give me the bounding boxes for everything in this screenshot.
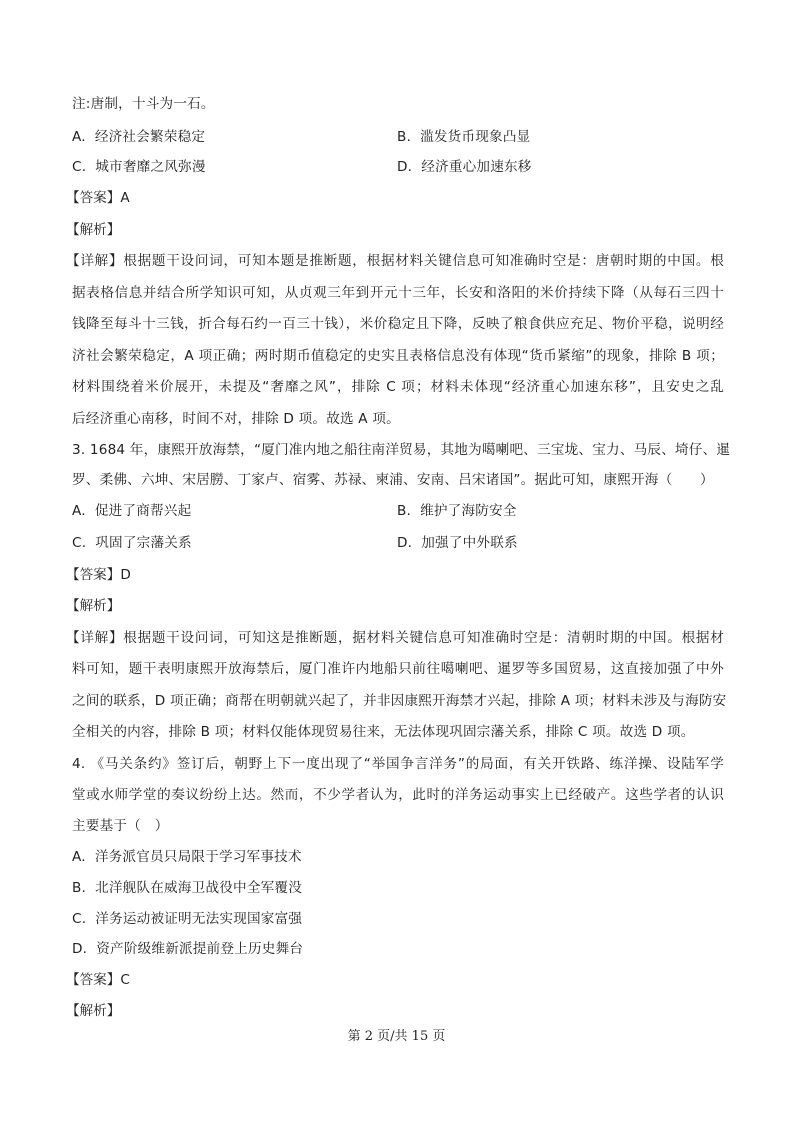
q2-detail-line: 【详解】根据题干设问词，可知本题是推断题，根据材料关键信息可知准确时空是：唐朝时期的中国。根 [66,253,724,269]
q3-answer: 【答案】D [66,567,131,583]
q3-option-a [72,501,191,521]
option-text: 滥发货币现象凸显 [420,129,531,145]
q3-option-c [72,533,192,553]
option-label: C. [72,535,87,551]
option-text: 洋务派官员只局限于学习军事技术 [94,849,302,865]
option-label: D. [397,159,413,175]
option-text: 巩固了宗藩关系 [95,535,192,551]
q2-detail-line: 钱降至每斗十三钱，折合每石约一百三十钱），米价稳定且下降，反映了粮食供应充足、物价平稳，说明经 [72,316,724,332]
q2-option-b [397,127,530,147]
q4-option-a [72,847,302,867]
option-text: 城市奢靡之风弥漫 [95,159,206,175]
q3-detail-line: 之间的联系，D 项正确；商帮在明朝就兴起了，并非因康熙开海禁才兴起，排除 A 项；材料未涉及与海防安 [72,693,727,709]
option-text: 北洋舰队在威海卫战役中全军覆没 [95,880,302,896]
option-text: 资产阶级维新派提前登上历史舞台 [96,941,304,957]
q2-option-d [397,157,532,177]
option-label: B. [72,880,87,896]
option-label: A. [72,129,86,145]
option-label: D. [72,941,88,957]
q4-answer: 【答案】C [66,972,130,988]
q2-detail-line: 据表格信息并结合所学知识可知，从贞观三年到开元十三年，长安和洛阳的米价持续下降（从每石三四十 [72,285,724,301]
q2-detail-line: 材料围绕着米价展开，未提及“奢靡之风”，排除 C 项；材料未体现“经济重心加速东移”，且安史之乱 [72,379,724,395]
q4-stem-line: 主要基于（ ） [72,818,169,834]
option-text: 洋务运动被证明无法实现国家富强 [95,911,303,927]
option-text: 促进了商帮兴起 [94,503,192,519]
q3-analysis-heading: 【解析】 [66,598,121,614]
q3-detail-line: 料可知，题干表明康熙开放海禁后，厦门准许内地船只前往噶喇吧、暹罗等多国贸易，这直接加强了中外 [72,661,724,677]
option-text: 经济重心加速东移 [421,159,532,175]
q3-detail-line: 全相关的内容，排除 B 项；材料仅能体现贸易往来，无法体现巩固宗藩关系，排除 C 项。故选 D 项。 [72,724,695,740]
option-label: A. [72,849,86,865]
q2-option-a [72,127,205,147]
q2-detail-line: 济社会繁荣稳定，A 项正确；两时期币值稳定的史实且表格信息没有体现“货币紧缩”的现象，排除 B 项； [72,348,724,364]
option-label: B. [397,503,412,519]
q4-option-d [72,939,303,959]
q4-stem-line: 4. 《马关条约》签订后，朝野上下一度出现了“举国争言洋务”的局面，有关开铁路、练洋操、设陆军学 [72,756,724,772]
q2-answer: 【答案】A [66,190,130,206]
page-footer: 第 2 页/共 15 页 [347,1029,446,1044]
q2-analysis-heading: 【解析】 [66,222,121,238]
q2-detail-line: 后经济重心南移，时间不对，排除 D 项。故选 A 项。 [72,411,400,427]
table-note: 注:唐制，十斗为一石。 [72,96,215,112]
q4-option-c [72,909,302,929]
q4-stem-line: 堂或水师学堂的奏议纷纷上达。然而，不少学者认为，此时的洋务运动事实上已经破产。这些学者的认识 [72,787,724,803]
q2-option-c [72,157,206,177]
q4-option-b [72,878,302,898]
q3-detail-line: 【详解】根据题干设问词，可知这是推断题，据材料关键信息可知准确时空是：清朝时期的中国。根据材 [66,630,724,646]
option-label: B. [397,129,412,145]
option-label: D. [397,535,413,551]
q4-analysis-heading: 【解析】 [66,1003,121,1019]
q3-option-d [397,533,518,553]
option-label: C. [72,911,87,927]
option-text: 经济社会繁荣稳定 [94,129,206,145]
q3-option-b [397,501,517,521]
option-text: 加强了中外联系 [421,535,518,551]
option-label: A. [72,503,86,519]
q3-stem-line: 罗、柔佛、六坤、宋居朥、丁家卢、宿雾、苏禄、柬浦、安南、吕宋诸国”。据此可知，康熙开海（ ） [72,472,714,488]
option-label: C. [72,159,87,175]
option-text: 维护了海防安全 [420,503,517,519]
q3-stem-line: 3. 1684 年，康熙开放海禁，“厦门准内地之船往南洋贸易，其地为噶喇吧、三宝垅、宝力、马辰、埼仔、暹 [72,442,731,458]
